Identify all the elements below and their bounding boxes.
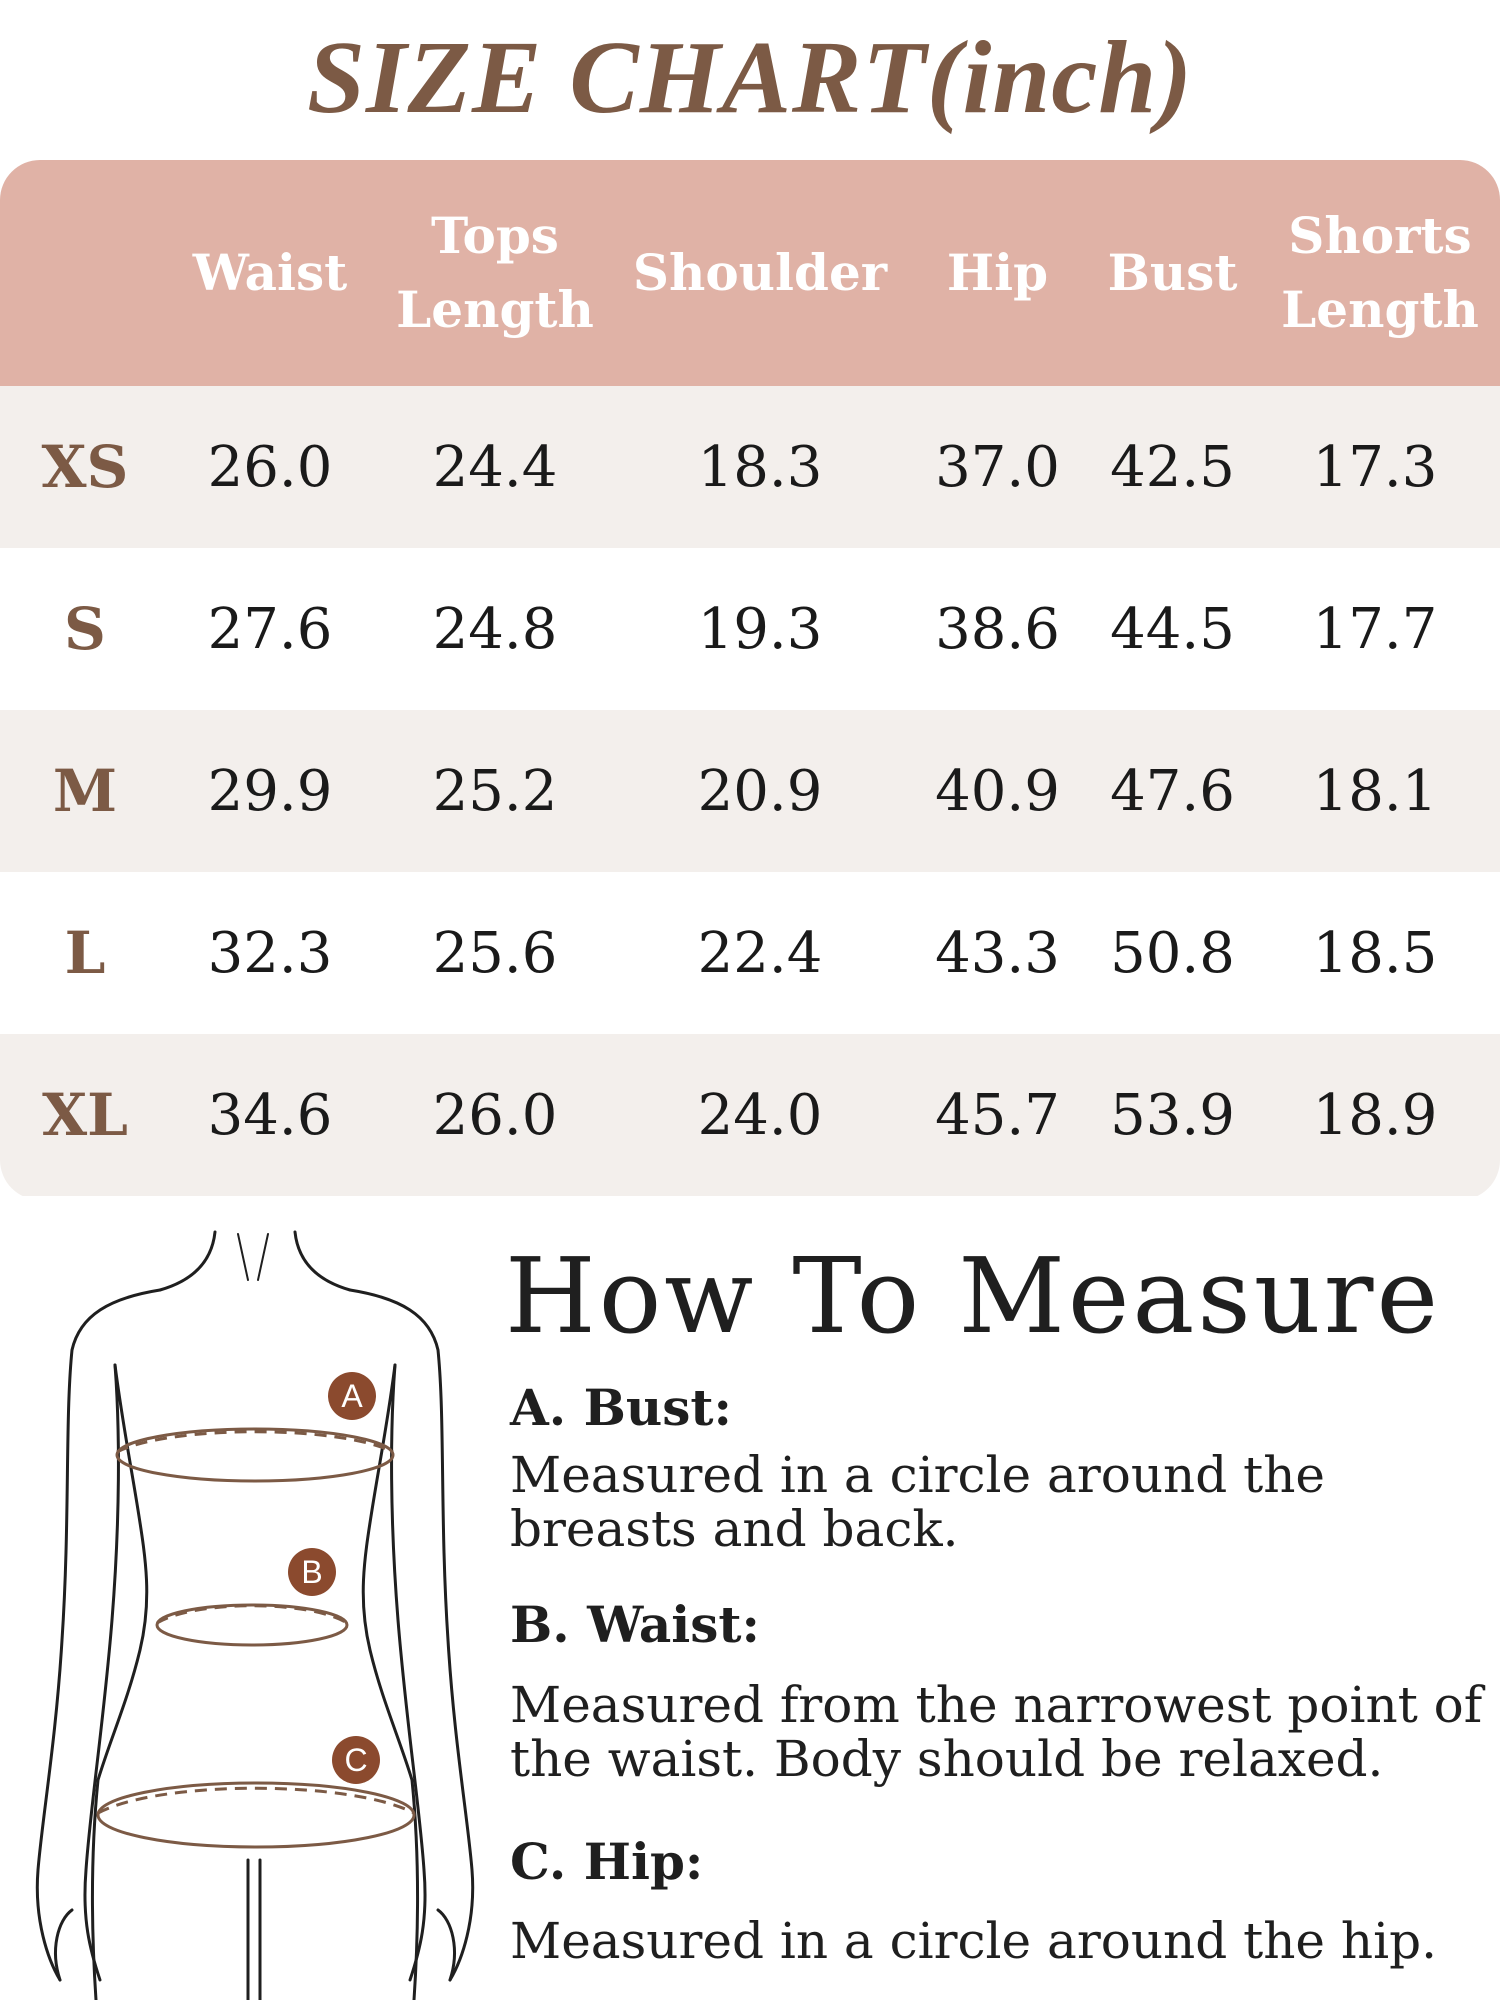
svg-text:B: B (301, 1554, 323, 1590)
table-row (0, 872, 1500, 1034)
shoulder-value: 22.4 (697, 920, 823, 986)
waist-value: 27.6 (207, 596, 333, 662)
marker-a-icon (328, 1372, 376, 1420)
svg-text:C: C (344, 1742, 368, 1778)
how-to-measure-title: How To Measure (505, 1235, 1442, 1357)
shoulder-value: 18.3 (697, 434, 823, 500)
waist-value: 29.9 (207, 758, 333, 824)
tops-length-value: 25.2 (432, 758, 558, 824)
tops-length-value: 24.4 (432, 434, 558, 500)
size-label: M (52, 757, 118, 825)
hip-value: 38.6 (935, 596, 1060, 662)
shorts-length-value: 17.3 (1312, 434, 1438, 500)
hip-heading: C. Hip: (510, 1832, 704, 1891)
column-header-tops-length: Tops Length (396, 206, 594, 339)
column-header-shoulder: Shoulder (632, 243, 888, 302)
bust-description: Measured in a circle around the breasts and back. (510, 1446, 1326, 1558)
hip-description: Measured in a circle around the hip. (510, 1912, 1438, 1970)
waist-description: Measured from the narrowest point of the waist. Body should be relaxed. (510, 1676, 1483, 1788)
size-table (0, 160, 1500, 1200)
size-label: L (64, 919, 106, 987)
hip-value: 43.3 (935, 920, 1060, 986)
tops-length-value: 25.6 (432, 920, 558, 986)
bust-value: 42.5 (1110, 434, 1235, 500)
size-label: XS (41, 433, 129, 501)
shorts-length-value: 18.1 (1312, 758, 1438, 824)
waist-value: 26.0 (207, 434, 333, 500)
table-row (0, 1034, 1500, 1196)
shorts-length-value: 18.5 (1312, 920, 1438, 986)
waist-heading: B. Waist: (510, 1595, 760, 1654)
page-title: SIZE CHART(inch) (307, 20, 1193, 135)
body-figure-illustration (20, 1220, 490, 2000)
shoulder-value: 20.9 (697, 758, 823, 824)
size-label: XL (42, 1081, 128, 1149)
hip-value: 40.9 (935, 758, 1060, 824)
bust-value: 44.5 (1110, 596, 1235, 662)
table-row (0, 710, 1500, 872)
shoulder-value: 19.3 (697, 596, 823, 662)
marker-b-icon (288, 1548, 336, 1596)
column-header-shorts-length: Shorts Length (1281, 206, 1479, 339)
shorts-length-value: 17.7 (1312, 596, 1438, 662)
hip-value: 45.7 (935, 1082, 1060, 1148)
shorts-length-value: 18.9 (1312, 1082, 1438, 1148)
bust-value: 53.9 (1110, 1082, 1235, 1148)
bust-value: 47.6 (1110, 758, 1235, 824)
column-header-size (0, 160, 160, 386)
table-row (0, 548, 1500, 710)
shoulder-value: 24.0 (697, 1082, 823, 1148)
column-header-bust: Bust (1107, 243, 1238, 302)
column-header-waist: Waist (192, 243, 348, 302)
table-row (0, 386, 1500, 548)
bust-value: 50.8 (1110, 920, 1235, 986)
size-label: S (64, 595, 106, 663)
tops-length-value: 24.8 (432, 596, 558, 662)
bust-heading: A. Bust: (510, 1378, 732, 1437)
hip-value: 37.0 (935, 434, 1060, 500)
table-header (0, 160, 1500, 386)
waist-value: 34.6 (207, 1082, 333, 1148)
svg-text:A: A (341, 1378, 363, 1414)
marker-c-icon (332, 1736, 380, 1784)
column-header-hip: Hip (946, 243, 1049, 302)
tops-length-value: 26.0 (432, 1082, 558, 1148)
waist-value: 32.3 (207, 920, 333, 986)
